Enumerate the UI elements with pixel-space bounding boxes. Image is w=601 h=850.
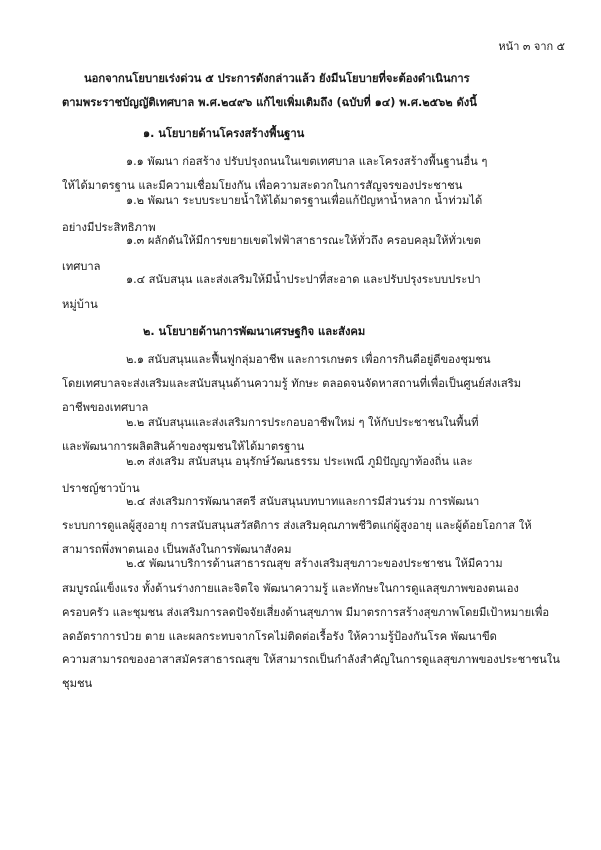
item-2-4-line-1: ๒.๔ ส่งเสริมการพัฒนาสตรี สนับสนุนบทบาทและการมีส่วนร่วม การพัฒนา	[126, 495, 480, 508]
item-2-5-line-3: ครอบครัว และชุมชน ส่งเสริมการลดปัจจัยเสี่ยงด้านสุขภาพ มีมาตรการสร้างสุขภาพโดยมีเป้าหมายเพื่อ	[62, 606, 550, 619]
item-1-4-line-1: ๑.๔ สนับสนุน และส่งเสริมให้มีน้ำประปาที่สะอาด และปรับปรุงระบบประปา	[126, 273, 481, 286]
item-2-1-line-2: โดยเทศบาลจะส่งเสริมและสนับสนุนด้านความรู้ ทักษะ ตลอดจนจัดหาสถานที่เพื่อเป็นศูนย์ส่งเสริม	[62, 377, 522, 390]
intro-line-2: ตามพระราชบัญญัติเทศบาล พ.ศ.๒๔๙๖ แก้ไขเพิ่มเติมถึง (ฉบับที่ ๑๔) พ.ศ.๒๕๖๒ ดังนี้	[62, 96, 477, 109]
section-1-heading: ๑. นโยบายด้านโครงสร้างพื้นฐาน	[143, 127, 305, 140]
item-2-3-line-1: ๒.๓ ส่งเสริม สนับสนุน อนุรักษ์วัฒนธรรม ประเพณี ภูมิปัญญาท้องถิ่น และ	[126, 455, 473, 468]
item-2-5-line-5: ความสามารถของอาสาสมัครสาธารณสุข ให้สามารถเป็นกำลังสำคัญในการดูแลสุขภาพของประชาชนใน	[62, 653, 560, 666]
item-2-5-line-2: สมบูรณ์แข็งแรง ทั้งด้านร่างกายและจิตใจ พัฒนาความรู้ และทักษะในการดูแลสุขภาพของตนเอง	[62, 582, 519, 595]
item-2-2-line-2: และพัฒนาการผลิตสินค้าของชุมชนให้ได้มาตรฐาน	[62, 440, 305, 453]
item-1-1-line-1: ๑.๑ พัฒนา ก่อสร้าง ปรับปรุงถนนในเขตเทศบาล และโครงสร้างพื้นฐานอื่น ๆ	[126, 155, 488, 168]
item-2-5-line-4: ลดอัตราการป่วย ตาย และผลกระทบจากโรคไม่ติดต่อเรื้อรัง ให้ความรู้ป้องกันโรค พัฒนาขีด	[62, 630, 497, 643]
section-2-heading: ๒. นโยบายด้านการพัฒนาเศรษฐกิจ และสังคม	[143, 325, 366, 338]
item-2-5-line-6: ชุมชน	[62, 677, 93, 690]
item-1-2-line-2: อย่างมีประสิทธิภาพ	[62, 221, 156, 234]
item-1-3-line-2: เทศบาล	[62, 260, 101, 273]
item-2-4-line-3: สามารถพึ่งพาตนเอง เป็นพลังในการพัฒนาสังคม	[62, 543, 292, 556]
item-2-1-line-3: อาชีพของเทศบาล	[62, 401, 149, 414]
intro-line-1: นอกจากนโยบายเร่งด่วน ๕ ประการดังกล่าวแล้ว ยังมีนโยบายที่จะต้องดำเนินการ	[84, 72, 470, 85]
item-1-4-line-2: หมู่บ้าน	[62, 298, 98, 311]
item-2-5-line-1: ๒.๕ พัฒนาบริการด้านสาธารณสุข สร้างเสริมสุขภาวะของประชาชน ให้มีความ	[126, 557, 503, 570]
item-1-3-line-1: ๑.๓ ผลักดันให้มีการขยายเขตไฟฟ้าสาธารณะให้ทั่วถึง ครอบคลุมให้ทั่วเขต	[126, 234, 481, 247]
item-2-4-line-2: ระบบการดูแลผู้สูงอายุ การสนับสนุนสวัสดิการ ส่งเสริมคุณภาพชีวิตแก่ผู้สูงอายุ และผู้ด้อยโอกาส ให้	[62, 519, 532, 532]
item-2-2-line-1: ๒.๒ สนับสนุนและส่งเสริมการประกอบอาชีพใหม่ ๆ ให้กับประชาชนในพื้นที่	[126, 416, 479, 429]
item-2-3-line-2: ปราชญ์ชาวบ้าน	[62, 482, 140, 495]
item-1-1-line-2: ให้ได้มาตรฐาน และมีความเชื่อมโยงกัน เพื่อความสะดวกในการสัญจรของประชาชน	[62, 179, 463, 192]
item-2-1-line-1: ๒.๑ สนับสนุนและฟื้นฟูกลุ่มอาชีพ และการเกษตร เพื่อการกินดีอยู่ดีของชุมชน	[126, 353, 491, 366]
page-number: หน้า ๓ จาก ๕	[498, 40, 565, 53]
item-1-2-line-1: ๑.๒ พัฒนา ระบบระบายน้ำให้ได้มาตรฐานเพื่อแก้ปัญหาน้ำหลาก น้ำท่วมได้	[126, 194, 483, 207]
